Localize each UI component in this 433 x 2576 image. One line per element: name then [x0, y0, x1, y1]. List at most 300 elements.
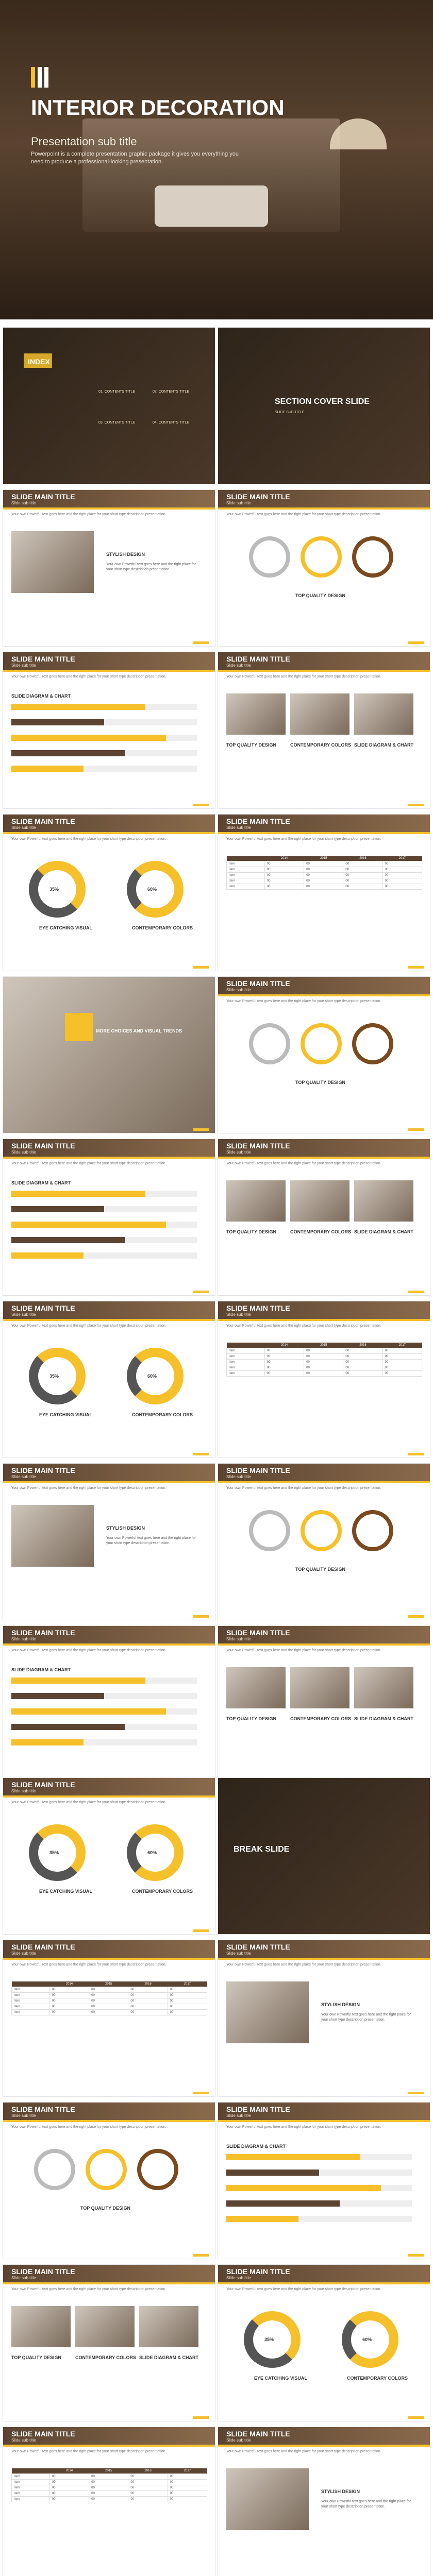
content-slide: [3, 2102, 215, 2259]
slide-photo: [11, 1505, 94, 1567]
donut-label: CONTEMPORARY COLORS: [132, 925, 193, 930]
chart-title: SLIDE DIAGRAM & CHART: [11, 693, 71, 699]
table-cell: Item: [227, 1371, 265, 1377]
table-cell: 00: [382, 1365, 422, 1371]
slide-caption: Your own Powerful text goes here and the right place for your short type description presentation.: [226, 1324, 381, 1328]
progress-fill: [11, 1677, 145, 1684]
slide-footer: [218, 1450, 430, 1458]
table-cell: 2016: [343, 1343, 382, 1348]
table-cell: Item: [227, 1354, 265, 1360]
table-cell: 00: [168, 2485, 207, 2491]
table-cell: Item: [227, 867, 265, 873]
thumb-photo: [290, 1667, 349, 1708]
slide-header: [3, 2427, 215, 2445]
table-cell: 00: [304, 867, 343, 873]
table-cell: 00: [264, 1354, 304, 1360]
slide-header: [3, 490, 215, 507]
slide-caption: Your own Powerful text goes here and the right place for your short type description presentation.: [226, 1162, 381, 1165]
thumb-photo: [226, 1667, 286, 1708]
table-cell: 00: [343, 1365, 382, 1371]
progress-fill: [11, 719, 104, 725]
donut-label: EYE CATCHING VISUAL: [39, 925, 92, 930]
table-cell: 00: [168, 2497, 207, 2502]
donut-value: 35%: [49, 1374, 59, 1379]
table-cell: Item: [12, 2480, 50, 2485]
thumb-photo: [226, 1180, 286, 1222]
slide-header: [218, 1464, 430, 1481]
feature-title: STYLISH DESIGN: [106, 1526, 145, 1531]
table-cell: Item: [12, 2485, 50, 2491]
slide-subtitle: Slide sub title: [11, 1475, 36, 1479]
table-cell: 00: [382, 873, 422, 878]
table-cell: 00: [49, 2491, 89, 2497]
feature-text: Your own Powerful text goes here and the right place for your short type description presentation.: [106, 1536, 196, 1545]
table-cell: 00: [89, 2474, 128, 2480]
thumb-photo: [226, 693, 286, 735]
content-slide: [3, 2264, 215, 2421]
circle-ring: [249, 1510, 290, 1551]
slide-header: [3, 1778, 215, 1795]
donut-value: 35%: [49, 1850, 59, 1855]
slide-footer: [218, 801, 430, 808]
slide-subtitle: Slide sub title: [226, 2276, 251, 2280]
table-cell: 00: [49, 1998, 89, 2004]
feature-text: Your own Powerful text goes here and the right place for your short type description presentation.: [106, 563, 196, 571]
content-slide: [3, 1625, 215, 1783]
slide-header: [3, 2265, 215, 2282]
footer-accent: [193, 1929, 209, 1932]
slide-subtitle: Slide sub title: [226, 1637, 251, 1641]
progress-fill: [11, 1206, 104, 1212]
content-slide: [3, 652, 215, 809]
slide-header: [3, 1301, 215, 1319]
table-cell: 00: [343, 873, 382, 878]
table-cell: 2017: [168, 1981, 207, 1987]
thumb-photo: [139, 2306, 198, 2347]
slide-footer: [218, 2089, 430, 2096]
table-cell: Item: [227, 1360, 265, 1365]
table-cell: 00: [264, 873, 304, 878]
chart-title: SLIDE DIAGRAM & CHART: [226, 2144, 286, 2149]
slide-title: SLIDE MAIN TITLE: [11, 2105, 75, 2113]
thumb-label: CONTEMPORARY COLORS: [290, 742, 352, 748]
thumb-photo: [290, 693, 349, 735]
progress-fill: [11, 1237, 125, 1243]
index-item: 02. CONTENTS TITLE: [153, 390, 190, 394]
donut-value: 60%: [147, 887, 157, 892]
slide-subtitle: Slide sub title: [226, 988, 251, 992]
table-cell: 2016: [128, 1981, 168, 1987]
table-cell: 00: [128, 2491, 168, 2497]
table-cell: 00: [128, 2004, 168, 2010]
thumb-label: SLIDE DIAGRAM & CHART: [354, 742, 413, 748]
progress-fill: [11, 1222, 166, 1228]
table-cell: 00: [304, 1348, 343, 1354]
table-cell: 00: [168, 2004, 207, 2010]
slide-header: [218, 1139, 430, 1157]
footer-accent: [408, 1128, 424, 1131]
chart-title: TOP QUALITY DESIGN: [295, 1080, 346, 1085]
slide-footer: [218, 963, 430, 971]
table-cell: [12, 1981, 50, 1987]
table-cell: 00: [89, 2480, 128, 2485]
table-cell: Item: [12, 2497, 50, 2502]
table-cell: [12, 2468, 50, 2474]
slide-title: SLIDE MAIN TITLE: [11, 1781, 75, 1789]
table-cell: 2016: [343, 856, 382, 861]
table-cell: 00: [343, 1360, 382, 1365]
content-slide: [218, 1463, 430, 1620]
table-cell: 00: [264, 1348, 304, 1354]
slide-title: SLIDE MAIN TITLE: [226, 1943, 290, 1951]
table-cell: 2014: [264, 856, 304, 861]
content-slide: [218, 814, 430, 971]
slide-header: [218, 2427, 430, 2445]
circle-ring: [352, 1510, 393, 1551]
table-cell: 2015: [304, 1343, 343, 1348]
footer-accent: [408, 804, 424, 806]
table-cell: 2015: [304, 856, 343, 861]
circle-ring: [301, 536, 342, 578]
table-cell: 00: [168, 1993, 207, 1998]
progress-fill: [226, 2200, 340, 2207]
progress-fill: [11, 704, 145, 710]
index-title: INDEX: [28, 358, 50, 366]
progress-fill: [11, 1739, 84, 1745]
content-slide: [218, 1301, 430, 1458]
slide-header: [3, 1940, 215, 1958]
content-slide: [218, 489, 430, 647]
content-slide: [3, 2427, 215, 2576]
table-cell: 00: [168, 2474, 207, 2480]
footer-accent: [408, 966, 424, 969]
table-cell: 00: [382, 1371, 422, 1377]
thumb-label: CONTEMPORARY COLORS: [290, 1229, 352, 1234]
table-cell: 00: [49, 2004, 89, 2010]
footer-accent: [193, 1128, 209, 1131]
title-slide: [0, 0, 433, 319]
content-slide: [218, 2102, 430, 2259]
slide-footer: [3, 963, 215, 971]
slide-title: SLIDE MAIN TITLE: [11, 2267, 75, 2276]
content-slide: [218, 2264, 430, 2421]
footer-accent: [193, 804, 209, 806]
donut-value: 60%: [147, 1850, 157, 1855]
slide-caption: Your own Powerful text goes here and the right place for your short type description presentation.: [11, 1963, 166, 1967]
table-cell: 00: [304, 873, 343, 878]
table-cell: 2017: [168, 2468, 207, 2474]
thumb-label: SLIDE DIAGRAM & CHART: [354, 1229, 413, 1234]
section-subtitle: SLIDE SUB TITLE: [275, 411, 305, 414]
slide-header: [3, 1626, 215, 1643]
slide-footer: [3, 1288, 215, 1295]
table-cell: 00: [382, 1360, 422, 1365]
footer-accent: [408, 2416, 424, 2419]
donut-value: 60%: [147, 1374, 157, 1379]
interior-photo: [3, 977, 215, 1133]
slide-photo: [226, 1981, 309, 2043]
slide-title: SLIDE MAIN TITLE: [11, 817, 75, 825]
slide-footer: [3, 2251, 215, 2259]
table-cell: 00: [304, 884, 343, 890]
index-item: 03. CONTENTS TITLE: [98, 421, 136, 425]
slide-subtitle: Slide sub title: [226, 1150, 251, 1155]
slide-caption: Your own Powerful text goes here and the right place for your short type description presentation.: [11, 2125, 166, 2129]
progress-fill: [11, 1708, 166, 1715]
data-table: [11, 2468, 207, 2502]
table-cell: 00: [343, 861, 382, 867]
slide-subtitle: Slide sub title: [11, 1789, 36, 1793]
table-cell: 00: [128, 2474, 168, 2480]
content-slide: [3, 814, 215, 971]
donut-value: 35%: [264, 2337, 274, 2342]
table-cell: Item: [12, 1993, 50, 1998]
content-slide: [3, 1463, 215, 1620]
table-cell: [227, 856, 265, 861]
table-cell: 2014: [49, 2468, 89, 2474]
content-slide: [218, 2427, 430, 2576]
progress-fill: [11, 1724, 125, 1730]
table-cell: 00: [89, 1993, 128, 1998]
slide-caption: Your own Powerful text goes here and the right place for your short type description presentation.: [226, 2450, 381, 2453]
donut-label: EYE CATCHING VISUAL: [39, 1412, 92, 1417]
content-slide: [218, 1940, 430, 2097]
slide-caption: Your own Powerful text goes here and the right place for your short type description presentation.: [11, 1801, 166, 1804]
slide-subtitle: Slide sub title: [11, 2438, 36, 2443]
slide-subtitle: Slide sub title: [11, 825, 36, 830]
thumb-photo: [354, 1667, 413, 1708]
progress-fill: [11, 1693, 104, 1699]
slide-subtitle: Slide sub title: [11, 1150, 36, 1155]
table-cell: 00: [49, 2474, 89, 2480]
circle-ring: [301, 1510, 342, 1551]
section-title: SECTION COVER SLIDE: [275, 397, 370, 406]
thumb-photo: [75, 2306, 135, 2347]
table-cell: 00: [49, 1993, 89, 1998]
slide-caption: Your own Powerful text goes here and the right place for your short type description presentation.: [11, 1486, 166, 1490]
index-item: 01. CONTENTS TITLE: [98, 390, 136, 394]
donut-label: EYE CATCHING VISUAL: [39, 1889, 92, 1894]
footer-accent: [193, 2416, 209, 2419]
slide-subtitle: Slide sub title: [226, 501, 251, 505]
table-cell: 00: [128, 2497, 168, 2502]
slide-header: [218, 2265, 430, 2282]
footer-accent: [193, 2092, 209, 2094]
footer-accent: [408, 1291, 424, 1293]
table-cell: 00: [343, 867, 382, 873]
slide-subtitle: Slide sub title: [226, 663, 251, 668]
table-cell: 00: [264, 1371, 304, 1377]
slide-subtitle: Slide sub title: [226, 1312, 251, 1317]
circle-ring: [352, 536, 393, 578]
slide-header: [3, 1139, 215, 1157]
feature-text: Your own Powerful text goes here and the right place for your short type description presentation.: [321, 2500, 411, 2509]
slide-footer: [218, 1288, 430, 1295]
table-cell: 00: [168, 2491, 207, 2497]
slide-title: SLIDE MAIN TITLE: [11, 1943, 75, 1951]
table-cell: 00: [304, 861, 343, 867]
feature-title: STYLISH DESIGN: [106, 552, 145, 557]
slide-subtitle: Slide sub title: [11, 1637, 36, 1641]
break-slide: [218, 1777, 430, 1935]
table-cell: 00: [89, 2497, 128, 2502]
break-title: BREAK SLIDE: [234, 1845, 290, 1854]
thumb-label: TOP QUALITY DESIGN: [226, 1716, 277, 1721]
chart-title: SLIDE DIAGRAM & CHART: [11, 1667, 71, 1672]
slide-header: [218, 2103, 430, 2120]
donut-label: CONTEMPORARY COLORS: [132, 1889, 193, 1894]
main-body: Powerpoint is a complete presentation graphic package it gives you everything you need to produce a professional-looking presentation.: [31, 151, 239, 165]
table-cell: 00: [128, 2485, 168, 2491]
footer-accent: [408, 2254, 424, 2257]
slide-caption: Your own Powerful text goes here and the right place for your short type description presentation.: [226, 675, 381, 679]
donut-value: 35%: [49, 887, 59, 892]
slide-caption: Your own Powerful text goes here and the right place for your short type description presentation.: [11, 675, 166, 679]
main-subtitle: Presentation sub title: [31, 135, 137, 148]
table-cell: 00: [128, 1993, 168, 1998]
table-cell: 00: [89, 2004, 128, 2010]
slide-caption: Your own Powerful text goes here and the right place for your short type description presentation.: [11, 2287, 166, 2291]
content-slide: [3, 1301, 215, 1458]
table-cell: Item: [227, 884, 265, 890]
index-item: 04. CONTENTS TITLE: [153, 421, 190, 425]
slide-caption: Your own Powerful text goes here and the right place for your short type description presentation.: [226, 1963, 381, 1967]
progress-fill: [11, 1252, 84, 1259]
data-table: [226, 856, 422, 890]
table-cell: 00: [343, 1354, 382, 1360]
table-cell: 00: [343, 884, 382, 890]
content-slide: [3, 1777, 215, 1935]
content-slide: [3, 489, 215, 647]
more-title: MORE CHOICES AND VISUAL TRENDS: [96, 1028, 182, 1033]
feature-title: STYLISH DESIGN: [321, 2002, 360, 2007]
chart-title: TOP QUALITY DESIGN: [295, 593, 346, 598]
table-cell: 00: [49, 2480, 89, 2485]
slide-header: [218, 815, 430, 832]
table-cell: 00: [89, 1998, 128, 2004]
slide-title: SLIDE MAIN TITLE: [11, 2430, 75, 2438]
table-cell: 00: [382, 1348, 422, 1354]
table-cell: 00: [89, 2485, 128, 2491]
table-cell: 00: [343, 1371, 382, 1377]
slide-title: SLIDE MAIN TITLE: [226, 1142, 290, 1150]
content-slide: [3, 1139, 215, 1296]
slide-subtitle: Slide sub title: [11, 1312, 36, 1317]
slide-header: [218, 1301, 430, 1319]
donut-label: EYE CATCHING VISUAL: [254, 2376, 307, 2381]
content-slide: [3, 976, 215, 1133]
slide-caption: Your own Powerful text goes here and the right place for your short type description presentation.: [11, 1649, 166, 1652]
slide-caption: Your own Powerful text goes here and the right place for your short type description presentation.: [226, 1649, 381, 1652]
chart-title: SLIDE DIAGRAM & CHART: [11, 1180, 71, 1185]
slide-subtitle: Slide sub title: [11, 2276, 36, 2280]
table-cell: Item: [12, 2491, 50, 2497]
table-cell: 00: [304, 1360, 343, 1365]
slide-footer: [3, 801, 215, 808]
table-cell: 00: [128, 1998, 168, 2004]
table-cell: 2015: [89, 2468, 128, 2474]
slide-caption: Your own Powerful text goes here and the right place for your short type description presentation.: [226, 1486, 381, 1490]
slide-caption: Your own Powerful text goes here and the right place for your short type description presentation.: [226, 999, 381, 1003]
sofa-shape: [155, 185, 268, 227]
donut-label: CONTEMPORARY COLORS: [347, 2376, 408, 2381]
circle-ring: [249, 1023, 290, 1064]
table-cell: 00: [168, 2480, 207, 2485]
content-slide: [218, 1139, 430, 1296]
progress-fill: [226, 2154, 360, 2160]
footer-accent: [193, 1453, 209, 1455]
thumb-label: SLIDE DIAGRAM & CHART: [354, 1716, 413, 1721]
footer-accent: [193, 1291, 209, 1293]
brand-bars-icon: [31, 67, 51, 90]
footer-accent: [408, 1453, 424, 1455]
table-cell: [227, 1343, 265, 1348]
slide-title: SLIDE MAIN TITLE: [226, 979, 290, 988]
table-cell: 00: [49, 2497, 89, 2502]
table-cell: 2014: [264, 1343, 304, 1348]
slide-title: SLIDE MAIN TITLE: [11, 655, 75, 663]
thumb-photo: [11, 2306, 71, 2347]
slide-footer: [3, 639, 215, 646]
table-cell: 00: [382, 884, 422, 890]
table-cell: 00: [382, 861, 422, 867]
table-cell: Item: [12, 1987, 50, 1993]
table-cell: 00: [49, 2485, 89, 2491]
table-cell: Item: [227, 1348, 265, 1354]
slide-subtitle: Slide sub title: [11, 1951, 36, 1956]
slide-footer: [218, 2414, 430, 2421]
thumb-label: CONTEMPORARY COLORS: [290, 1716, 352, 1721]
table-cell: Item: [12, 1998, 50, 2004]
slide-title: SLIDE MAIN TITLE: [226, 1304, 290, 1312]
main-title: INTERIOR DECORATION: [31, 95, 285, 120]
chart-title: TOP QUALITY DESIGN: [295, 1567, 346, 1572]
slide-header: [218, 490, 430, 507]
slide-caption: Your own Powerful text goes here and the right place for your short type description presentation.: [11, 1162, 166, 1165]
slide-caption: Your own Powerful text goes here and the right place for your short type description presentation.: [11, 513, 166, 516]
slide-photo: [11, 531, 94, 593]
table-cell: 00: [304, 1371, 343, 1377]
table-cell: 00: [264, 1360, 304, 1365]
slide-subtitle: Slide sub title: [11, 501, 36, 505]
slide-title: SLIDE MAIN TITLE: [226, 2267, 290, 2276]
circle-ring: [137, 2149, 178, 2190]
progress-fill: [11, 766, 84, 772]
table-cell: 00: [168, 2010, 207, 2015]
table-cell: 2017: [382, 1343, 422, 1348]
slide-caption: Your own Powerful text goes here and the right place for your short type description presentation.: [11, 1324, 166, 1328]
slide-footer: [218, 639, 430, 646]
table-cell: 00: [89, 1987, 128, 1993]
slide-header: [218, 1940, 430, 1958]
donut-value: 60%: [362, 2337, 372, 2342]
data-table: [226, 1343, 422, 1377]
slide-caption: Your own Powerful text goes here and the right place for your short type description presentation.: [226, 2125, 381, 2129]
thumb-label: CONTEMPORARY COLORS: [75, 2355, 137, 2360]
slide-footer: [218, 2251, 430, 2259]
table-cell: Item: [227, 873, 265, 878]
slide-title: SLIDE MAIN TITLE: [226, 1629, 290, 1637]
slide-footer: [3, 1126, 215, 1133]
slide-caption: Your own Powerful text goes here and the right place for your short type description presentation.: [11, 837, 166, 841]
table-cell: 00: [168, 1987, 207, 1993]
slide-title: SLIDE MAIN TITLE: [226, 655, 290, 663]
table-cell: 00: [49, 2010, 89, 2015]
slide-footer: [3, 2414, 215, 2421]
slide-subtitle: Slide sub title: [11, 663, 36, 668]
table-cell: 00: [382, 1354, 422, 1360]
progress-fill: [11, 1191, 145, 1197]
